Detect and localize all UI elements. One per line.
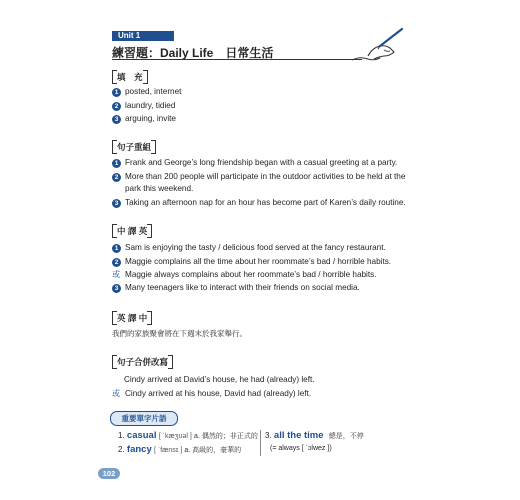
item-text: Frank and George’s long friendship began with a casual greeting at a party. xyxy=(125,158,398,167)
item-text: Maggie complains all the time about her roommate’s bad / horrible habits. xyxy=(125,257,392,266)
page-number: 102 xyxy=(98,468,120,479)
item-number: 1 xyxy=(112,244,121,253)
vocab-ipa: [ ˈfænsɪ ] xyxy=(153,447,183,454)
item-text: Cindy arrived at his house, David had (already) left. xyxy=(125,389,312,398)
vocab-item-1 xyxy=(118,430,258,443)
vocab-number: 3. xyxy=(265,431,272,440)
page-title: 練習題：Daily Life 日常生活 xyxy=(112,46,274,60)
item-text: More than 200 people will participate in the outdoor activities to be held at the xyxy=(125,172,406,181)
item-text: Many teenagers like to interact with their friends on social media. xyxy=(125,283,360,292)
reorder-item-1 xyxy=(112,157,397,169)
item-text: posted, internet xyxy=(125,87,182,96)
item-text: arguing, invite xyxy=(125,114,176,123)
item-number: 3 xyxy=(112,115,121,124)
item-number: 2 xyxy=(112,258,121,267)
section-combine-heading: 句子合併改寫 xyxy=(112,355,173,369)
or-mark: 或 xyxy=(112,270,120,279)
section-reorder-heading: 句子重組 xyxy=(112,140,156,154)
vocab-word: all the time xyxy=(273,430,324,441)
zh-to-en-item-3 xyxy=(112,282,360,294)
vocab-label-badge: 重要單字片語 xyxy=(110,411,178,426)
section-fill-in-heading: 填 充 xyxy=(112,70,148,84)
vocab-ipa: [ ˈkæʒʊəl ] xyxy=(158,433,192,440)
item-text: Taking an afternoon nap for an hour has become part of Karen’s daily routine. xyxy=(125,198,406,207)
en-to-zh-answer: 我們的家族聚會將在下週末於我家舉行。 xyxy=(112,329,247,338)
reorder-item-3 xyxy=(112,197,406,209)
vocab-word: casual xyxy=(126,430,157,441)
fill-in-item-3 xyxy=(112,113,176,125)
fill-in-item-2 xyxy=(112,100,175,112)
section-en-to-zh-heading: 英 譯 中 xyxy=(112,311,152,325)
reorder-item-2 xyxy=(112,171,405,183)
item-number: 1 xyxy=(112,159,121,168)
vocab-definition: 總是，不停 xyxy=(328,433,364,440)
zh-to-en-item-1 xyxy=(112,242,386,254)
item-text: laundry, tidied xyxy=(125,101,176,110)
fill-in-item-1 xyxy=(112,86,181,98)
title-rule xyxy=(112,59,362,60)
writing-hand-icon xyxy=(350,26,410,66)
or-mark: 或 xyxy=(112,389,120,398)
reorder-item-2-continued: park this weekend. xyxy=(125,184,194,193)
combine-answer-1: Cindy arrived at David’s house, he had (already) left. xyxy=(124,375,315,384)
vocab-number: 1. xyxy=(118,431,125,440)
vocab-item-3 xyxy=(265,430,364,443)
item-number: 1 xyxy=(112,88,121,97)
zh-to-en-item-2-alt xyxy=(112,269,377,281)
section-zh-to-en-heading: 中 譯 英 xyxy=(112,224,152,238)
item-number: 2 xyxy=(112,173,121,182)
unit-tag: Unit 1 xyxy=(112,31,174,41)
vocab-word: fancy xyxy=(126,444,152,455)
vocab-definition: a. 偶然的；非正式的 xyxy=(194,433,258,440)
vocab-item-3-note: (= always [ ˈɔlwez ]) xyxy=(270,445,332,452)
vocab-definition: a. 高級的，豪華的 xyxy=(184,447,242,454)
vocab-item-2 xyxy=(118,444,241,457)
item-text: Maggie always complains about her roommate’s bad / horrible habits. xyxy=(125,270,377,279)
item-number: 3 xyxy=(112,199,121,208)
vocab-number: 2. xyxy=(118,445,125,454)
zh-to-en-item-2 xyxy=(112,256,391,268)
item-number: 2 xyxy=(112,102,121,111)
combine-answer-2 xyxy=(112,388,311,400)
item-text: Sam is enjoying the tasty / delicious food served at the fancy restaurant. xyxy=(125,243,386,252)
vocab-divider xyxy=(260,430,261,456)
item-number: 3 xyxy=(112,284,121,293)
